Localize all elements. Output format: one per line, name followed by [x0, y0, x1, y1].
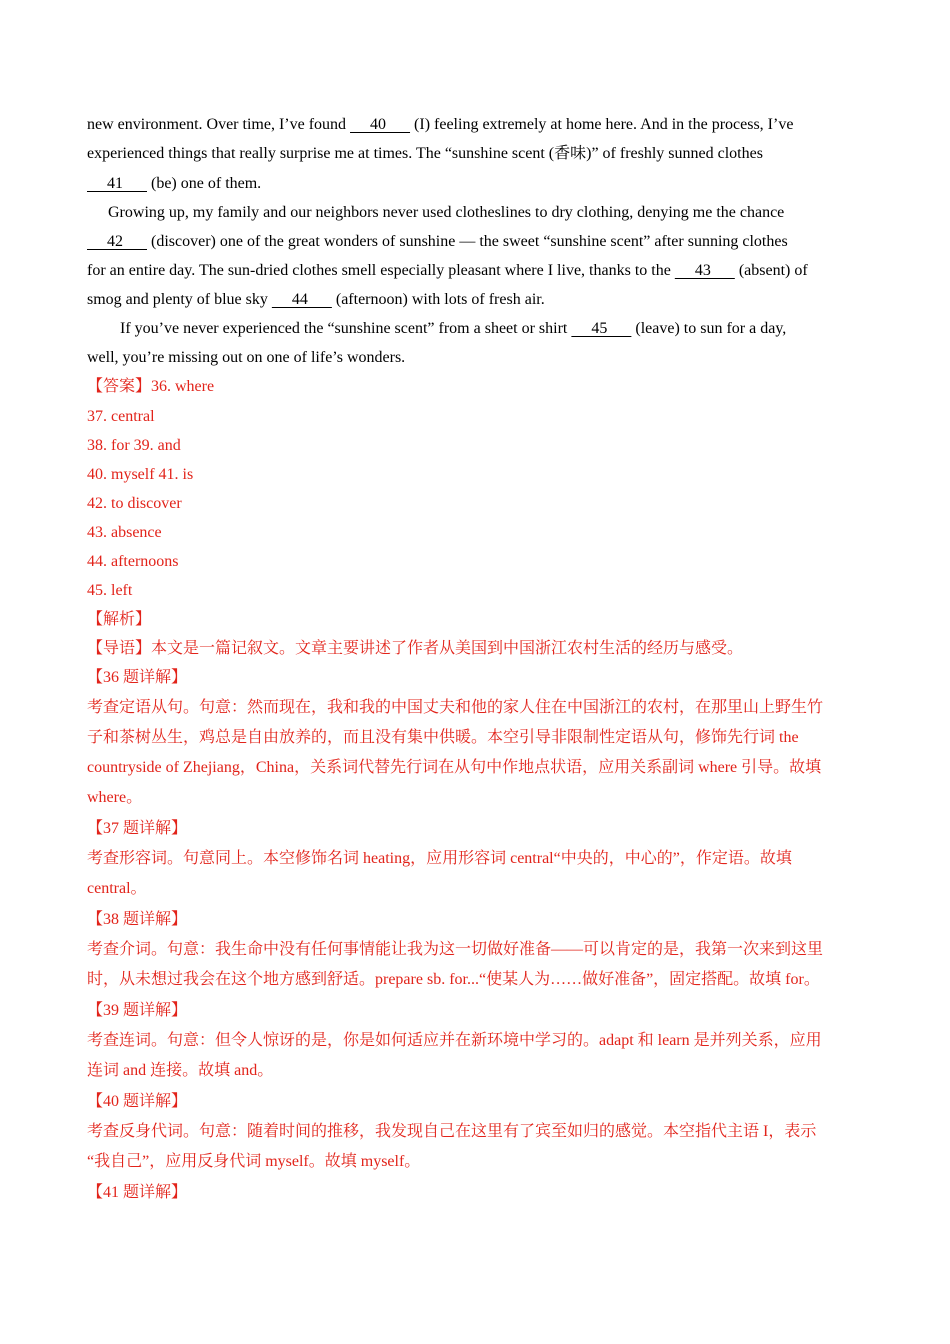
answer-38-39: 38. for 39. and — [87, 437, 181, 454]
passage-line — [87, 231, 788, 253]
passage-line — [120, 318, 786, 340]
passage-text: If you’ve never experienced the “sunshine scent” from a sheet or shirt — [120, 320, 572, 337]
answer-43: 43. absence — [87, 524, 162, 541]
q36-explanation: where。 — [87, 789, 143, 806]
passage-text: (afternoon) with lots of fresh air. — [331, 291, 545, 308]
answer-40-41: 40. myself 41. is — [87, 466, 194, 483]
answer-42: 42. to discover — [87, 495, 182, 512]
blank-41: 41 — [87, 175, 147, 192]
q41-heading: 【41 题详解】 — [87, 1184, 188, 1201]
q38-explanation: 考查介词。句意：我生命中没有任何事情能让我为这一切做好准备——可以肯定的是，我第一次来到这里 — [87, 941, 824, 958]
blank-45: 45 — [571, 320, 632, 337]
answer-44: 44. afternoons — [87, 553, 179, 570]
q39-explanation: 连词 and 连接。故填 and。 — [87, 1062, 274, 1079]
blank-42: 42 — [87, 233, 147, 250]
passage-text: new environment. Over time, I’ve found — [87, 116, 351, 133]
passage-line — [87, 260, 808, 282]
passage-line — [87, 173, 261, 195]
q36-explanation: 考查定语从句。句意：然而现在，我和我的中国丈夫和他的家人住在中国浙江的农村，在那里山上野生竹 — [87, 699, 824, 716]
q38-explanation: 时，从未想过我会在这个地方感到舒适。prepare sb. for...“使某人为……做好准备”，固定搭配。故填 for。 — [87, 971, 820, 988]
q40-explanation: “我自己”，应用反身代词 myself。故填 myself。 — [87, 1153, 421, 1170]
q36-heading: 【36 题详解】 — [87, 669, 188, 686]
answer-45: 45. left — [87, 582, 133, 599]
passage-line: Growing up, my family and our neighbors never used clotheslines to dry clothing, denying me the chance — [108, 204, 785, 221]
passage-line: experienced things that really surprise me at times. The “sunshine scent (香味)” of freshly sunned clothes — [87, 145, 763, 162]
q37-heading: 【37 题详解】 — [87, 820, 188, 837]
passage-line: well, you’re missing out on one of life’s wonders. — [87, 349, 406, 366]
passage-text: (absent) of — [734, 262, 808, 279]
q39-explanation: 考查连词。句意：但令人惊讶的是，你是如何适应并在新环境中学习的。adapt 和 learn 是并列关系，应用 — [87, 1032, 822, 1049]
passage-text: smog and plenty of blue sky — [87, 291, 272, 308]
passage-text: (leave) to sun for a day, — [631, 320, 787, 337]
q37-explanation: central。 — [87, 880, 147, 897]
q37-explanation: 考查形容词。句意同上。本空修饰名词 heating，应用形容词 central“中央的，中心的”，作定语。故填 — [87, 850, 792, 867]
analysis-intro: 【导语】本文是一篇记叙文。文章主要讲述了作者从美国到中国浙江农村生活的经历与感受。 — [87, 640, 744, 657]
q36-explanation: countryside of Zhejiang，China，关系词代替先行词在从句中作地点状语，应用关系副词 where 引导。故填 — [87, 759, 822, 776]
analysis-heading: 【解析】 — [87, 611, 152, 628]
blank-43: 43 — [674, 262, 735, 279]
passage-line — [87, 289, 545, 311]
answer-37: 37. central — [87, 408, 155, 425]
blank-40: 40 — [350, 116, 411, 133]
passage-text: (be) one of them. — [147, 175, 262, 192]
passage-text: for an entire day. The sun-dried clothes smell especially pleasant where I live, thanks to the — [87, 262, 675, 279]
passage-text: (discover) one of the great wonders of sunshine — the sweet “sunshine scent” after sunning clothes — [147, 233, 788, 250]
q40-heading: 【40 题详解】 — [87, 1093, 188, 1110]
passage-line — [87, 114, 793, 136]
passage-text: (I) feeling extremely at home here. And in the process, I’ve — [410, 116, 794, 133]
answer-36: 【答案】36. where — [87, 378, 215, 395]
q39-heading: 【39 题详解】 — [87, 1002, 188, 1019]
blank-44: 44 — [271, 291, 332, 308]
q36-explanation: 子和茶树丛生，鸡总是自由放养的，而且没有集中供暖。本空引导非限制性定语从句，修饰先行词 the — [87, 729, 799, 746]
q40-explanation: 考查反身代词。句意：随着时间的推移，我发现自己在这里有了宾至如归的感觉。本空指代主语 I，表示 — [87, 1123, 817, 1140]
q38-heading: 【38 题详解】 — [87, 911, 188, 928]
